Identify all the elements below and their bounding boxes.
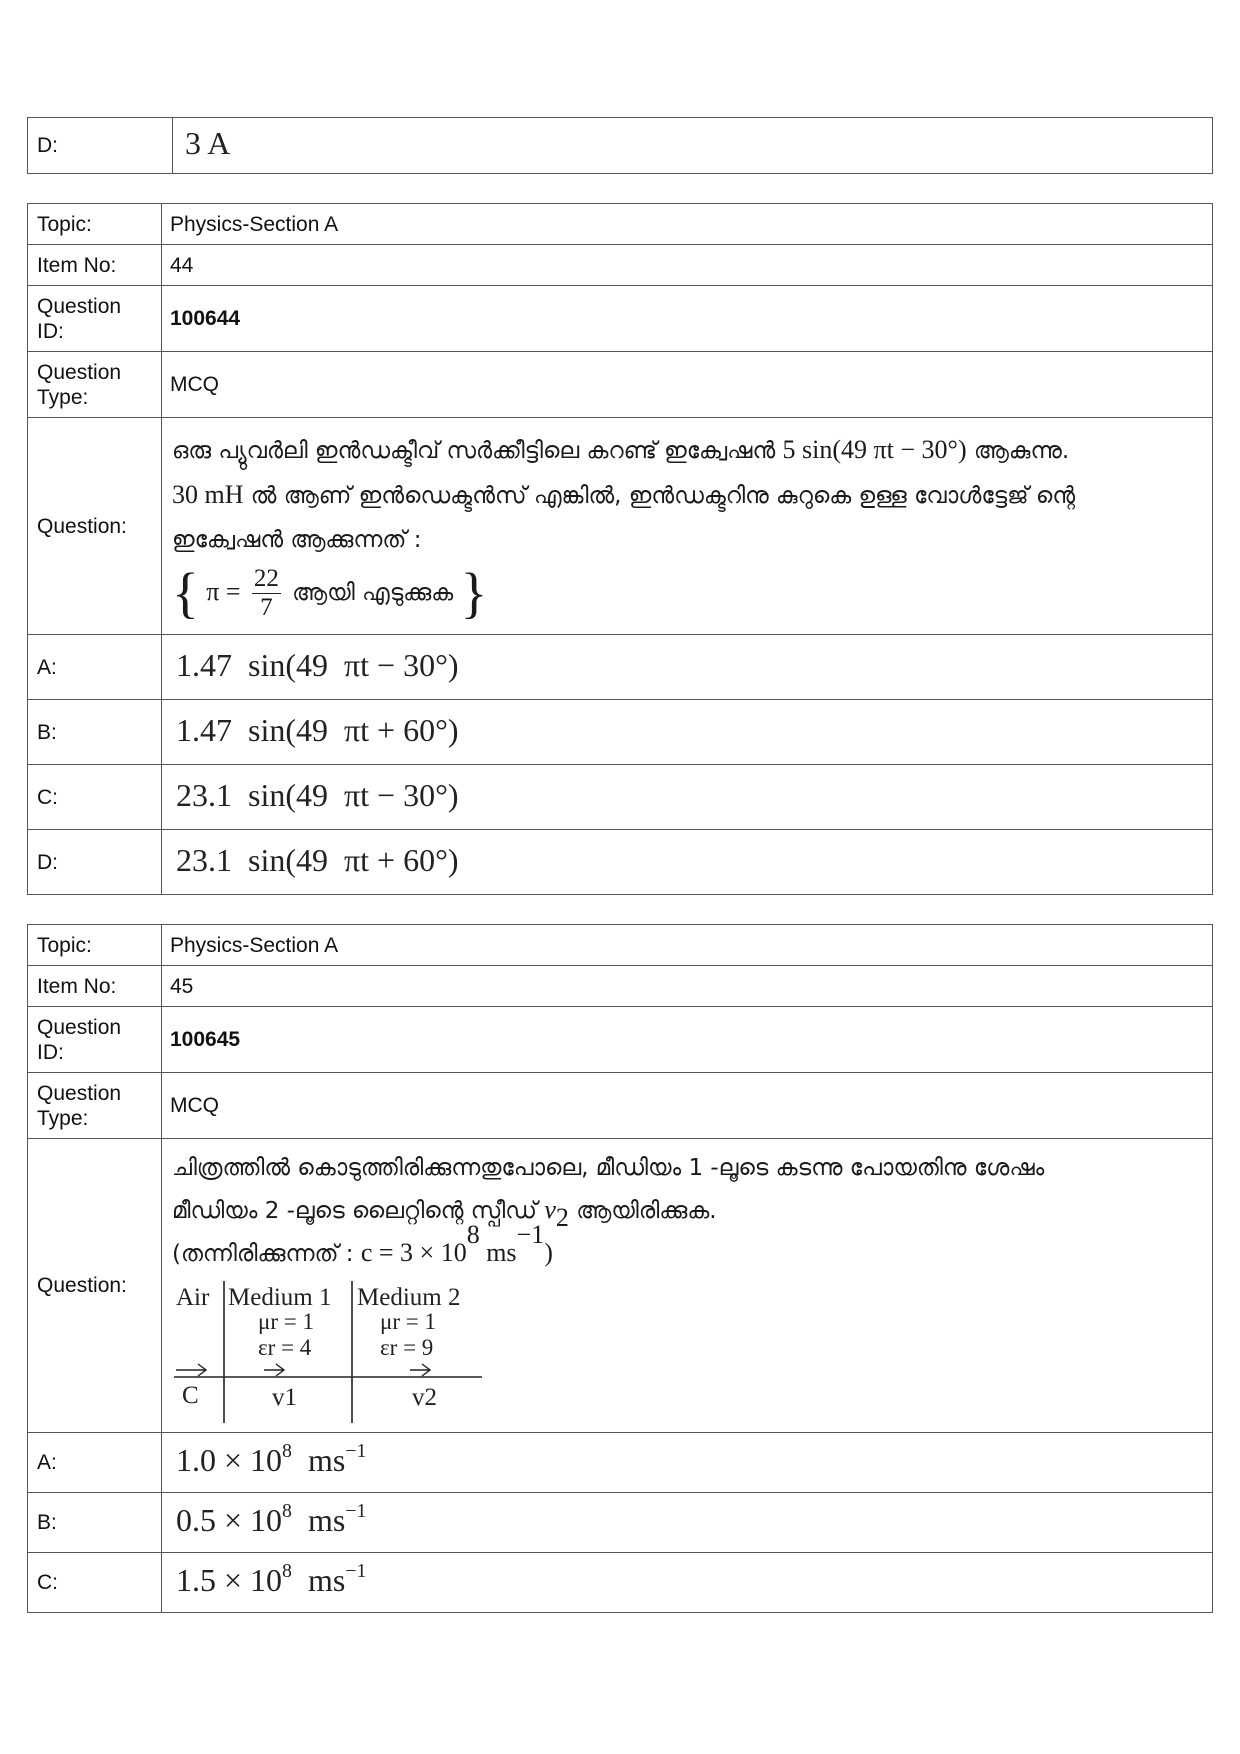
question-id-value: 100645 [162,1007,1213,1073]
topic-label: Topic: [28,204,162,245]
inductance-value: 30 mH [172,480,244,510]
medium-2-mu: μr = 1 [380,1308,436,1334]
option-a-label: A: [28,635,162,700]
air-label: Air [176,1283,210,1311]
question-text [162,418,1213,635]
question-line-2: മീഡിയം 2 -ലൂടെ ലൈറ്റിന്റെ സ്പീഡ് $v_2$ ആയിരിക്കുക. [172,1194,717,1232]
medium-1-mu: μr = 1 [258,1308,314,1334]
option-b-value: $0.5 \times 10^8$ $ms^{-1}$ [176,1500,367,1538]
option-b-label: B: [28,700,162,765]
option-b-value: 1.47 sin(49 πt + 60°) [176,711,459,748]
item-no-value: 45 [162,966,1213,1007]
current-equation: 5 sin(49 πt − 30°) [782,435,967,465]
question-label: Question: [28,1139,162,1433]
option-d-label: D: [28,830,162,895]
question-45-table [27,924,1213,1613]
question-type-value: MCQ [162,352,1213,418]
item-no-value: 44 [162,245,1213,286]
item-no-label: Item No: [28,245,162,286]
question-type-label: Question Type: [28,1073,162,1139]
medium-2-label: Medium 2 [357,1283,461,1311]
option-c-label: C: [28,1553,162,1613]
pi-note: { π = $\frac{22}{7}$ ആയി എടുക്കുക } [172,562,488,625]
question-type-value: MCQ [162,1073,1213,1139]
topic-label: Topic: [28,925,162,966]
question-44-table [27,203,1213,895]
pi-fraction: $\frac{22}{7}$ [253,565,279,622]
arrow-v2 [410,1364,430,1376]
option-d-value: 23.1 sin(49 πt + 60°) [176,841,459,878]
question-line-2: 30 mH ൽ ആണ് ഇൻഡെക്ടൻസ് എങ്കിൽ, ഇൻഡക്ടറിനു കുറുകെ ഉള്ള വോൾട്ടേജ് ന്റെ [172,480,1076,510]
option-a-label: A: [28,1433,162,1493]
medium-1-eps: εr = 4 [258,1334,312,1360]
question-id-label: Question ID: [28,1007,162,1073]
c-label: C [182,1381,199,1409]
v1-label: v1 [272,1383,297,1411]
question-id-value: 100644 [162,286,1213,352]
topic-value: Physics-Section A [162,204,1213,245]
topic-value: Physics-Section A [162,925,1213,966]
option-b-label: B: [28,1493,162,1553]
arrow-v1 [264,1364,284,1376]
option-c-value: 23.1 sin(49 πt − 30°) [176,776,459,813]
media-diagram [172,1277,492,1427]
question-id-label: Question ID: [28,286,162,352]
question-text [162,1139,1213,1433]
carry-table [27,117,1213,174]
option-a-value: 1.47 sin(49 πt − 30°) [176,646,459,683]
item-no-label: Item No: [28,966,162,1007]
question-line-1: ഒരു പ്യുവർലി ഇൻഡക്ടീവ് സർക്കീട്ടിലെ കറണ്ട് ഇക്വേഷൻ 5 sin(49 πt − 30°) ആകുന്നു. [172,435,1070,465]
question-line-3: ഇക്വേഷൻ ആക്കുന്നത് : [172,527,422,554]
option-c-label: C: [28,765,162,830]
arrow-c [176,1364,206,1376]
medium-2-eps: εr = 9 [380,1334,434,1360]
option-c-value: $1.5 \times 10^8$ $ms^{-1}$ [176,1560,367,1598]
question-type-label: Question Type: [28,352,162,418]
option-a-value: $1.0 \times 10^8$ $ms^{-1}$ [176,1440,367,1478]
question-label: Question: [28,418,162,635]
medium-1-label: Medium 1 [228,1283,332,1311]
carry-option-label: D: [28,118,173,174]
carry-option-value: 3 A [185,125,231,161]
v2-label: v2 [412,1383,437,1411]
question-line-1: ചിത്രത്തിൽ കൊടുത്തിരിക്കുന്നതുപോലെ, മീഡിയം 1 -ലൂടെ കടന്നു പോയതിനു ശേഷം [172,1154,1045,1181]
question-line-3: (തന്നിരിക്കുന്നത് : $c = 3 \times 10^8$ $ms^{-1}$) [172,1219,553,1267]
